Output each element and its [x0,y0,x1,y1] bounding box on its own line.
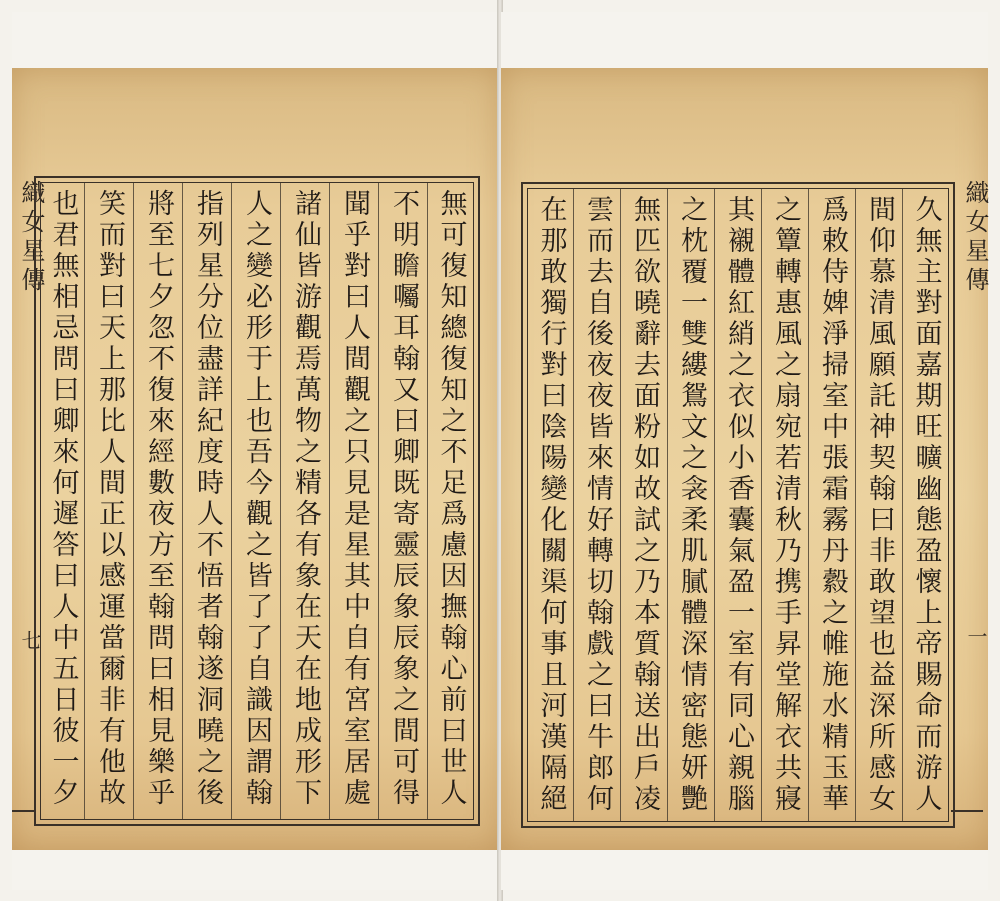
left-page [12,12,499,890]
right-column-3-text: 爲敕侍婢淨掃室中張霜霧丹縠之帷施水精玉華 [817,195,848,815]
left-column-5-text: 人之變必形于上也吾今觀之皆了了自識因謂翰 [241,189,272,809]
right-column-8 [573,189,620,821]
right-base-rule [951,810,983,812]
right-page [501,12,988,890]
left-base-rule [12,810,34,812]
right-column-9 [528,189,573,821]
left-column-6 [182,183,231,819]
left-folio-number: 七 [18,630,42,650]
right-column-2 [855,189,902,821]
right-column-2-text: 間仰慕清風願託神契翰曰非敢望也益深所感女 [864,195,895,815]
right-margin-title: 織女星傳 [961,180,989,296]
left-column-4 [280,183,329,819]
left-column-8 [84,183,133,819]
left-column-3-text: 聞乎對曰人間觀之只見是星其中自有宮室居處 [339,189,370,809]
right-column-6-text: 之枕覆一雙縷鴛文之衾柔肌膩體深情密態妍艷 [676,195,707,815]
right-column-8-text: 雲而去自後夜夜皆來情好轉切翰戲之曰牛郎何 [582,195,613,815]
left-column-1 [427,183,473,819]
left-column-9-text: 也君無相忌問曰卿來何遲答曰人中五日彼一夕 [47,189,79,809]
right-column-6 [667,189,714,821]
right-column-7-text: 無匹欲曉辭去面粉如故試之乃本質翰送出戶凌 [629,195,660,815]
right-text-frame [521,182,955,828]
left-margin-title: 織女星傳 [17,180,45,296]
left-leaf [12,68,499,850]
left-column-8-text: 笑而對曰天上那比人間正以感運當爾非有他故 [94,189,125,809]
left-column-6-text: 指列星分位盡詳紀度時人不悟者翰遂洞曉之後 [192,189,223,809]
right-column-3 [808,189,855,821]
right-leaf [501,68,988,850]
left-inner-frame [40,182,474,820]
right-column-1-text: 久無主對面嘉期旺曠幽態盈懷上帝賜命而游人 [910,195,942,815]
left-column-7 [133,183,182,819]
right-column-5-text: 其襯體紅綃之衣似小香囊氣盈一室有同心親腦 [723,195,754,815]
left-column-1-text: 無可復知總復知之不足爲慮因撫翰心前曰世人 [435,189,467,809]
right-column-5 [714,189,761,821]
right-column-9-text: 在那敢獨行對曰陰陽變化關渠何事且河漢隔絕 [535,195,567,815]
right-column-4 [761,189,808,821]
left-column-2 [378,183,427,819]
right-column-7 [620,189,667,821]
right-column-1 [902,189,948,821]
left-column-4-text: 諸仙皆游觀焉萬物之精各有象在天在地成形下 [290,189,321,809]
left-text-frame [34,176,480,826]
right-margin-strip [956,176,989,826]
left-column-3 [329,183,378,819]
left-column-5 [231,183,280,819]
left-column-2-text: 不明瞻囑耳翰又曰卿既寄靈辰象辰象之間可得 [388,189,419,809]
right-folio-number: 一 [964,626,988,646]
right-column-4-text: 之簟轉惠風之扇宛若清秋乃携手昇堂解衣共寢 [770,195,801,815]
right-inner-frame [527,188,949,822]
left-column-7-text: 將至七夕忽不復來經數夜方至翰問曰相見樂乎 [143,189,174,809]
left-column-9 [41,183,84,819]
